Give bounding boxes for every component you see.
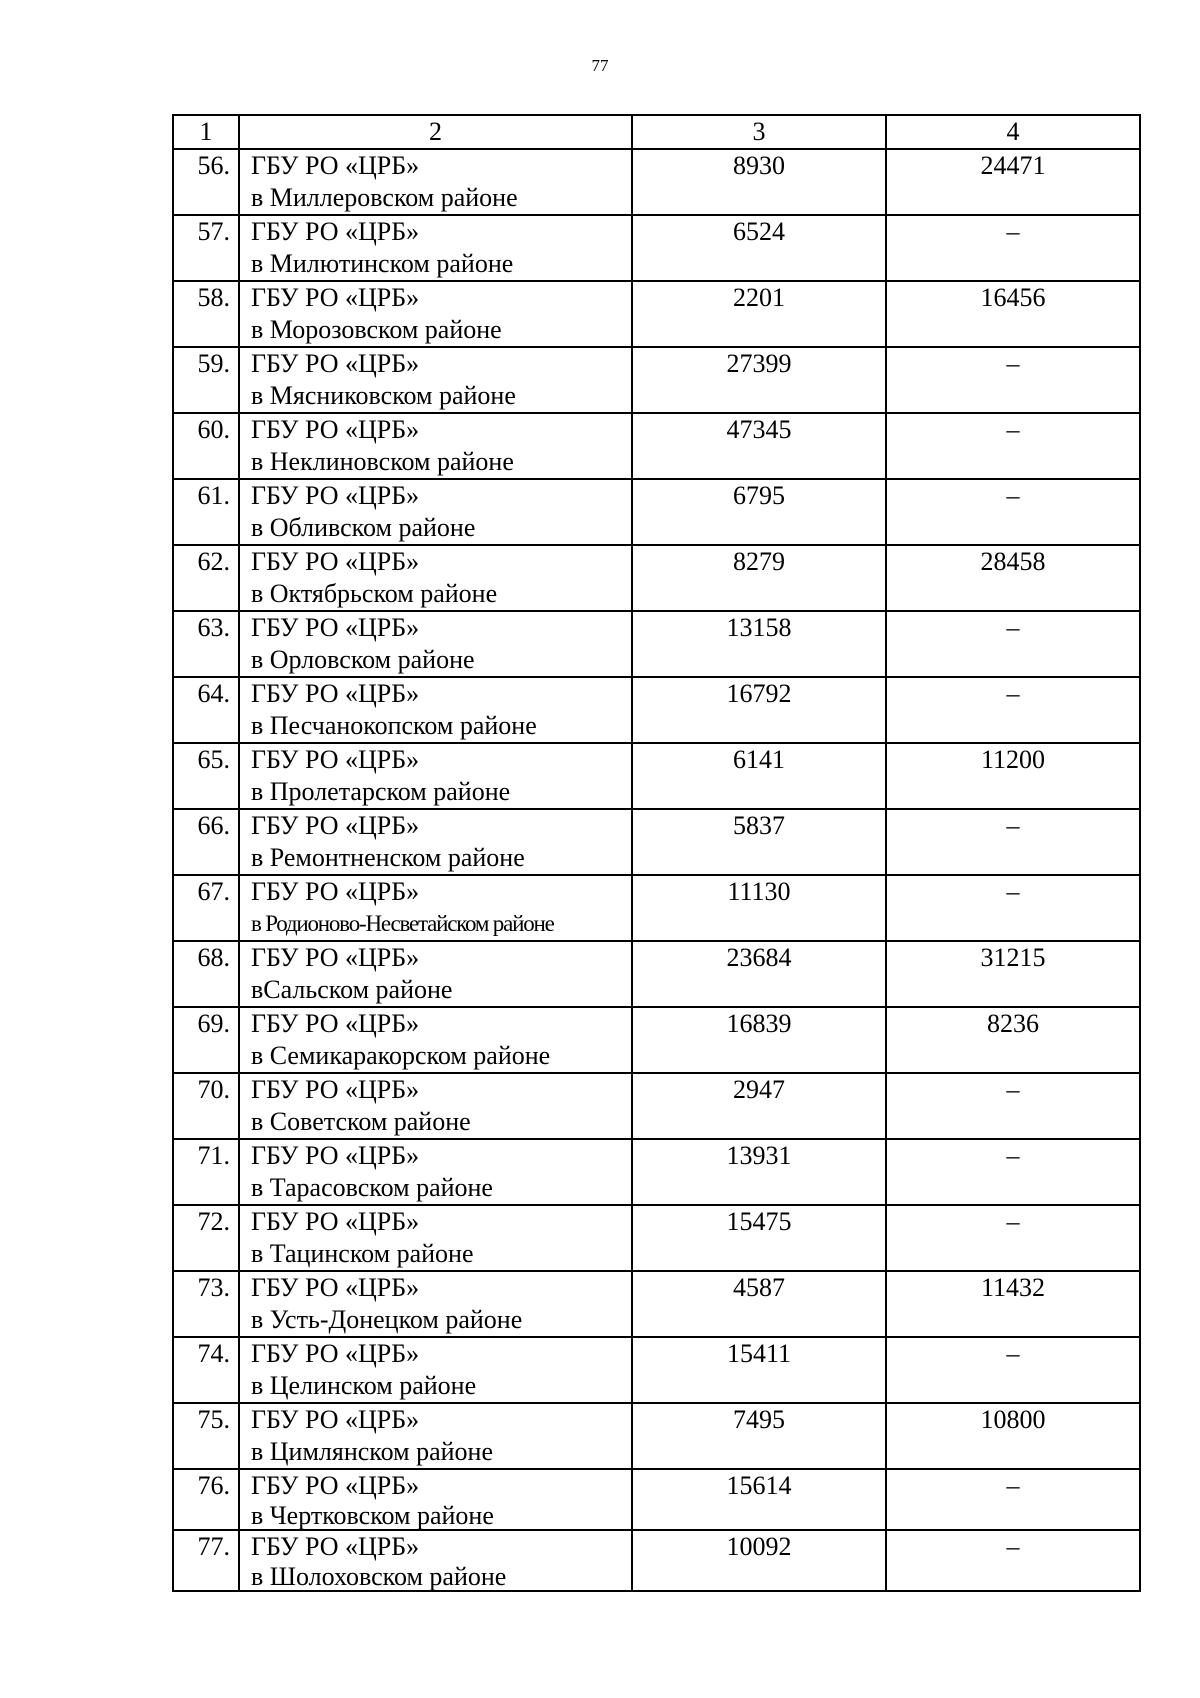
value-column-3: 2947 (632, 1073, 886, 1139)
district-name: в Песчанокопском районе (251, 711, 537, 740)
institution-name: ГБУ РО «ЦРБ» (251, 283, 420, 312)
value-column-4: 11432 (886, 1271, 1140, 1337)
table-row (173, 215, 1140, 281)
row-number: 66. (173, 809, 239, 875)
value-column-3: 13931 (632, 1139, 886, 1205)
value-column-3: 6795 (632, 479, 886, 545)
institution-name: ГБУ РО «ЦРБ» (251, 1273, 420, 1302)
district-name: в Тацинском районе (251, 1239, 474, 1268)
institution-cell (239, 1007, 632, 1073)
institution-cell (239, 1139, 632, 1205)
table-body (173, 149, 1140, 1591)
district-name: в Орловском районе (251, 645, 475, 674)
institution-cell (239, 347, 632, 413)
value-column-3: 15614 (632, 1469, 886, 1530)
district-name: в Обливском районе (251, 513, 476, 542)
district-name: в Ремонтненском районе (251, 843, 525, 872)
value-column-3: 5837 (632, 809, 886, 875)
value-column-4: – (886, 479, 1140, 545)
value-column-4: – (886, 677, 1140, 743)
value-column-4: – (886, 1073, 1140, 1139)
value-column-3: 47345 (632, 413, 886, 479)
table-row (173, 413, 1140, 479)
row-number: 74. (173, 1337, 239, 1403)
value-column-4: – (886, 1205, 1140, 1271)
value-column-4: – (886, 809, 1140, 875)
column-header-4: 4 (886, 115, 1140, 149)
institution-name: ГБУ РО «ЦРБ» (251, 1009, 420, 1038)
table-row (173, 941, 1140, 1007)
table-row (173, 611, 1140, 677)
value-column-4: 31215 (886, 941, 1140, 1007)
value-column-3: 6141 (632, 743, 886, 809)
institution-cell (239, 875, 632, 941)
district-name: в Советском районе (251, 1107, 471, 1136)
district-name: в Целинском районе (251, 1371, 477, 1400)
value-column-3: 11130 (632, 875, 886, 941)
value-column-3: 13158 (632, 611, 886, 677)
table-row (173, 545, 1140, 611)
district-name: в Миллеровском районе (251, 183, 518, 212)
row-number: 59. (173, 347, 239, 413)
institution-cell (239, 413, 632, 479)
institution-cell (239, 149, 632, 215)
value-column-4: – (886, 875, 1140, 941)
district-name: в Октябрьском районе (251, 579, 498, 608)
value-column-4: – (886, 1469, 1140, 1530)
table-row (173, 743, 1140, 809)
district-name: в Цимлянском районе (251, 1437, 493, 1466)
institution-cell (239, 281, 632, 347)
data-table (172, 114, 1141, 1592)
institution-cell (239, 215, 632, 281)
value-column-4: 10800 (886, 1403, 1140, 1469)
table-row (173, 1073, 1140, 1139)
row-number: 60. (173, 413, 239, 479)
value-column-3: 2201 (632, 281, 886, 347)
institution-cell (239, 1073, 632, 1139)
page-number: 77 (591, 56, 609, 75)
district-name: вСальском районе (251, 975, 453, 1004)
value-column-3: 8930 (632, 149, 886, 215)
table-row (173, 1337, 1140, 1403)
table-row (173, 479, 1140, 545)
value-column-4: 28458 (886, 545, 1140, 611)
institution-name: ГБУ РО «ЦРБ» (251, 217, 420, 246)
value-column-4: – (886, 1530, 1140, 1591)
institution-name: ГБУ РО «ЦРБ» (251, 1532, 420, 1561)
institution-cell (239, 1403, 632, 1469)
value-column-3: 23684 (632, 941, 886, 1007)
value-column-3: 4587 (632, 1271, 886, 1337)
column-header-3: 3 (632, 115, 886, 149)
column-header-1: 1 (173, 115, 239, 149)
table-row (173, 677, 1140, 743)
institution-name: ГБУ РО «ЦРБ» (251, 415, 420, 444)
institution-cell (239, 941, 632, 1007)
table-row (173, 347, 1140, 413)
value-column-4: 24471 (886, 149, 1140, 215)
table-row (173, 809, 1140, 875)
institution-cell (239, 1337, 632, 1403)
row-number: 63. (173, 611, 239, 677)
institution-name: ГБУ РО «ЦРБ» (251, 1141, 420, 1170)
institution-name: ГБУ РО «ЦРБ» (251, 1471, 420, 1500)
value-column-3: 15411 (632, 1337, 886, 1403)
row-number: 68. (173, 941, 239, 1007)
district-name: в Мясниковском районе (251, 381, 516, 410)
value-column-3: 15475 (632, 1205, 886, 1271)
institution-cell (239, 1469, 632, 1530)
value-column-3: 7495 (632, 1403, 886, 1469)
institution-name: ГБУ РО «ЦРБ» (251, 745, 420, 774)
value-column-4: – (886, 347, 1140, 413)
row-number: 64. (173, 677, 239, 743)
row-number: 69. (173, 1007, 239, 1073)
table-row (173, 149, 1140, 215)
value-column-4: – (886, 611, 1140, 677)
value-column-4: – (886, 215, 1140, 281)
institution-name: ГБУ РО «ЦРБ» (251, 481, 420, 510)
district-name: в Милютинском районе (251, 249, 514, 278)
institution-cell (239, 611, 632, 677)
row-number: 71. (173, 1139, 239, 1205)
value-column-3: 10092 (632, 1530, 886, 1591)
institution-cell (239, 677, 632, 743)
institution-name: ГБУ РО «ЦРБ» (251, 151, 420, 180)
district-name: в Усть-Донецком районе (251, 1305, 523, 1334)
institution-cell (239, 1271, 632, 1337)
table-row (173, 1530, 1140, 1591)
value-column-4: – (886, 1337, 1140, 1403)
institution-name: ГБУ РО «ЦРБ» (251, 877, 420, 906)
row-number: 73. (173, 1271, 239, 1337)
institution-cell (239, 1530, 632, 1591)
value-column-4: 8236 (886, 1007, 1140, 1073)
value-column-3: 16839 (632, 1007, 886, 1073)
value-column-3: 6524 (632, 215, 886, 281)
institution-name: ГБУ РО «ЦРБ» (251, 943, 420, 972)
table-row (173, 1403, 1140, 1469)
district-name: в Шолоховском районе (251, 1562, 507, 1591)
value-column-3: 16792 (632, 677, 886, 743)
table-row (173, 875, 1140, 941)
institution-name: ГБУ РО «ЦРБ» (251, 1339, 420, 1368)
district-name: в Чертковском районе (251, 1501, 494, 1530)
district-name: в Тарасовском районе (251, 1173, 493, 1202)
row-number: 76. (173, 1469, 239, 1530)
institution-name: ГБУ РО «ЦРБ» (251, 1075, 420, 1104)
value-column-4: 16456 (886, 281, 1140, 347)
institution-cell (239, 1205, 632, 1271)
institution-name: ГБУ РО «ЦРБ» (251, 547, 420, 576)
column-header-2: 2 (239, 115, 632, 149)
value-column-3: 27399 (632, 347, 886, 413)
institution-cell (239, 743, 632, 809)
institution-name: ГБУ РО «ЦРБ» (251, 811, 420, 840)
value-column-4: – (886, 1139, 1140, 1205)
row-number: 56. (173, 149, 239, 215)
row-number: 70. (173, 1073, 239, 1139)
institution-name: ГБУ РО «ЦРБ» (251, 679, 420, 708)
row-number: 57. (173, 215, 239, 281)
institution-name: ГБУ РО «ЦРБ» (251, 1405, 420, 1434)
table-row (173, 1469, 1140, 1530)
table-row (173, 1139, 1140, 1205)
district-name: в Морозовском районе (251, 315, 502, 344)
institution-cell (239, 479, 632, 545)
district-name: в Семикаракорском районе (251, 1041, 551, 1070)
table-row (173, 1007, 1140, 1073)
institution-cell (239, 545, 632, 611)
institution-name: ГБУ РО «ЦРБ» (251, 613, 420, 642)
table-header-row (173, 115, 1140, 149)
institution-name: ГБУ РО «ЦРБ» (251, 1207, 420, 1236)
row-number: 61. (173, 479, 239, 545)
institution-name: ГБУ РО «ЦРБ» (251, 349, 420, 378)
value-column-3: 8279 (632, 545, 886, 611)
district-name: в Пролетарском районе (251, 777, 511, 806)
district-name: в Родионово-Несветайском районе (251, 911, 554, 936)
institution-cell (239, 809, 632, 875)
row-number: 72. (173, 1205, 239, 1271)
table-row (173, 1205, 1140, 1271)
value-column-4: 11200 (886, 743, 1140, 809)
row-number: 77. (173, 1530, 239, 1591)
row-number: 67. (173, 875, 239, 941)
row-number: 65. (173, 743, 239, 809)
table-row (173, 281, 1140, 347)
district-name: в Неклиновском районе (251, 447, 514, 476)
row-number: 62. (173, 545, 239, 611)
value-column-4: – (886, 413, 1140, 479)
row-number: 58. (173, 281, 239, 347)
row-number: 75. (173, 1403, 239, 1469)
table-row (173, 1271, 1140, 1337)
